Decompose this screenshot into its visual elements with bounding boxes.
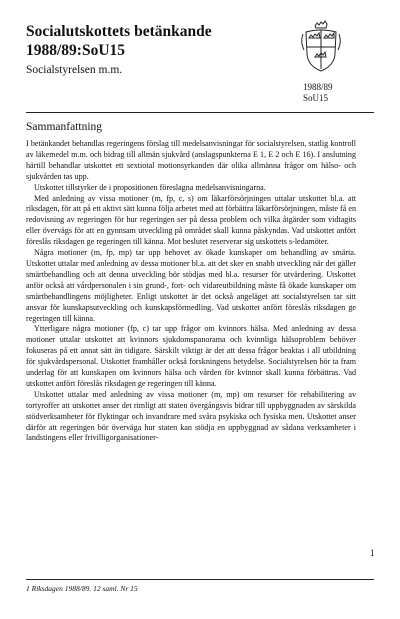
- document-subtitle: Socialstyrelsen m.m.: [26, 64, 123, 76]
- document-title-line1: Socialutskottets betänkande: [26, 23, 212, 40]
- reference-year: 1988/89: [303, 82, 333, 92]
- title-block: [26, 22, 286, 76]
- paragraph: Ytterligare några motioner (fp, c) tar upp frågor om kvinnors hälsa. Med anledning av dessa motioner uttalar utskottet att kvinnors sjukdomspanorama och kvinnliga hälsoproblem behöver fokuseras på ett annat sätt än tidigare. Särskilt viktigt är det att dessa frågor beaktas i all utbildning för sjukvårdspersonal. Utskottet framhåller också forskningens betydelse. Socialstyrelsen bör ta fram underlag för att kunskapen om kvinnors hälsa och vården för kvinnor skall kunna förbättras. Vad utskottet anfört föreslås riksdagen ge regeringen till känna.: [26, 324, 356, 388]
- header-divider: [26, 112, 374, 113]
- reference-number: SoU15: [303, 93, 329, 103]
- coat-of-arms-three-crowns-icon: [298, 20, 344, 74]
- paragraph: Utskottet tillstyrker de i propositionen föreslagna medelsanvisningarna.: [34, 182, 266, 192]
- footer-note: 1 Riksdagen 1988/89. 12 saml. Nr 15: [26, 584, 138, 593]
- document-title: [26, 22, 286, 60]
- footer-divider: [26, 579, 374, 580]
- paragraph: Utskottet uttalar med anledning av vissa motioner (m, mp) om resurser för rehabilitering av tortyroffer att utskottet anser det rimligt att staten övergångsvis bidrar till uppbyggnaden av särskilda stödverksamheter för flyktingar och invandrare med svåra psykiska och fysiska men. Utskottet anser därför att regeringen bör överväga hur staten kan stödja en uppbyggnad av sådana verksamheter i landstingens eller frivilligorganisationer-: [26, 389, 356, 443]
- margin-page-number: 1: [370, 548, 375, 558]
- paragraph: Med anledning av vissa motioner (m, fp, c, s) om läkarförsörjningen uttalar utskottet bl.a. att riksdagen, för att på ett aktivt sätt kunna följa arbetet med att förbättra läkarförsörjningen, måste få en redovisning av regeringen för hur regeringen ser på dessa problem och vilka åtgärder som vidtagits eller övervägs för att en gynnsam utveckling på området skall kunna påskyndas. Vad utskottet anfört föreslås riksdagen ge regeringen till känna. Mot beslutet reserverar sig utskottets s-ledamöter.: [26, 193, 356, 247]
- paragraph: Några motioner (m, fp, mp) tar upp behovet av ökade kunskaper om behandling av smärta. Utskottet uttalar med anledning av dessa motioner bl.a. att det sker en snabb utveckling när det gäller smärtbehandling och att denna utveckling bör stödjas med bl.a. resurser för utvärdering. Utskottet anför också att vårdpersonalen i sin grund-, fort- och vidareutbildning måste få ökade kunskaper om smärtbehandlingens möjligheter. Enligt utskottet är det också angeläget att socialstyrelsen tar sitt ansvar för kunskapsutveckling och kunskapsförmedling. Vad utskottet anfört föreslås riksdagen ge regeringen till känna.: [26, 248, 356, 323]
- section-heading: Sammanfattning: [26, 121, 103, 133]
- body-text: [26, 139, 356, 444]
- document-number: 1988/89:SoU15: [26, 42, 126, 59]
- paragraph: I betänkandet behandlas regeringens förslag till medelsanvisningar för socialstyrelsen, statlig kontroll av läkemedel m.m. och bidrag till allmän sjukvård (anslagspunkterna E 1, E 2 och E 16). I anslutning härtill behandlar utskottet ett sextiotal motionsyrkanden där olika allmänna frågor om hälso- och sjukvården tas upp.: [26, 139, 356, 181]
- document-reference: [303, 82, 333, 104]
